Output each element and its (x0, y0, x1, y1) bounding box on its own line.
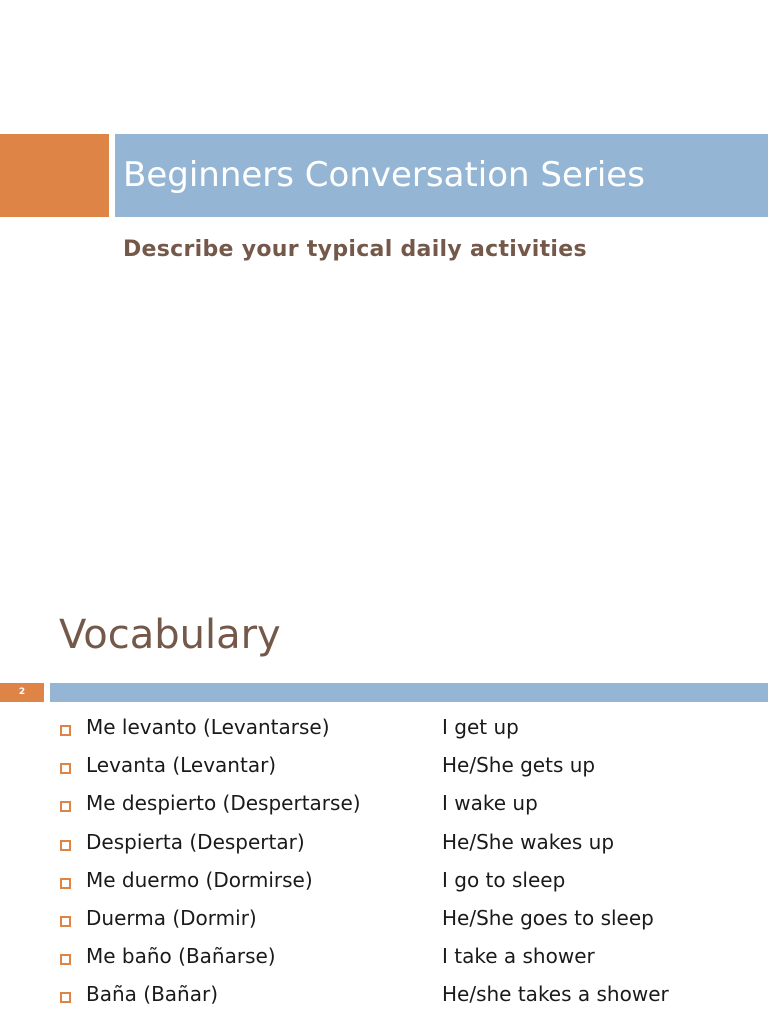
list-item (0, 826, 768, 864)
english-translation: I get up (442, 715, 519, 739)
vocabulary-heading: Vocabulary (59, 612, 281, 658)
square-bullet-icon (60, 763, 71, 774)
spanish-term: Me levanto (Levantarse) (86, 715, 330, 739)
square-bullet-icon (60, 801, 71, 812)
square-bullet-icon (60, 878, 71, 889)
list-item (0, 864, 768, 902)
spanish-term: Levanta (Levantar) (86, 753, 277, 778)
square-bullet-icon (60, 840, 71, 851)
english-translation: He/She goes to sleep (442, 905, 654, 930)
list-item (0, 787, 768, 825)
english-translation: I go to sleep (442, 867, 566, 892)
page-number: 2 (18, 687, 26, 697)
square-bullet-icon (60, 725, 71, 736)
title-bar (115, 134, 768, 217)
spanish-term: Duerma (Dormir) (86, 905, 257, 930)
english-translation: I wake up (442, 791, 538, 816)
spanish-term: Baña (Bañar) (86, 982, 219, 1007)
square-bullet-icon (60, 954, 71, 965)
spanish-term: Despierta (Despertar) (86, 829, 305, 854)
list-item (0, 711, 768, 749)
slide-title: Beginners Conversation Series (123, 155, 645, 195)
spanish-term: Me baño (Bañarse) (86, 944, 276, 969)
list-item (0, 978, 768, 1016)
english-translation: He/she takes a shower (442, 982, 669, 1007)
vocabulary-list (0, 711, 768, 1017)
slide-subtitle: Describe your typical daily activities (123, 237, 587, 262)
header-bar (50, 683, 768, 702)
spanish-term: Me despierto (Despertarse) (86, 791, 361, 816)
list-item (0, 902, 768, 940)
square-bullet-icon (60, 916, 71, 927)
english-translation: I take a shower (442, 944, 595, 969)
list-item (0, 940, 768, 978)
list-item (0, 749, 768, 787)
spanish-term: Me duermo (Dormirse) (86, 867, 313, 892)
accent-block (0, 134, 109, 217)
english-translation: He/She gets up (442, 753, 596, 778)
square-bullet-icon (60, 992, 71, 1003)
english-translation: He/She wakes up (442, 829, 615, 854)
page-number-badge (0, 683, 44, 702)
